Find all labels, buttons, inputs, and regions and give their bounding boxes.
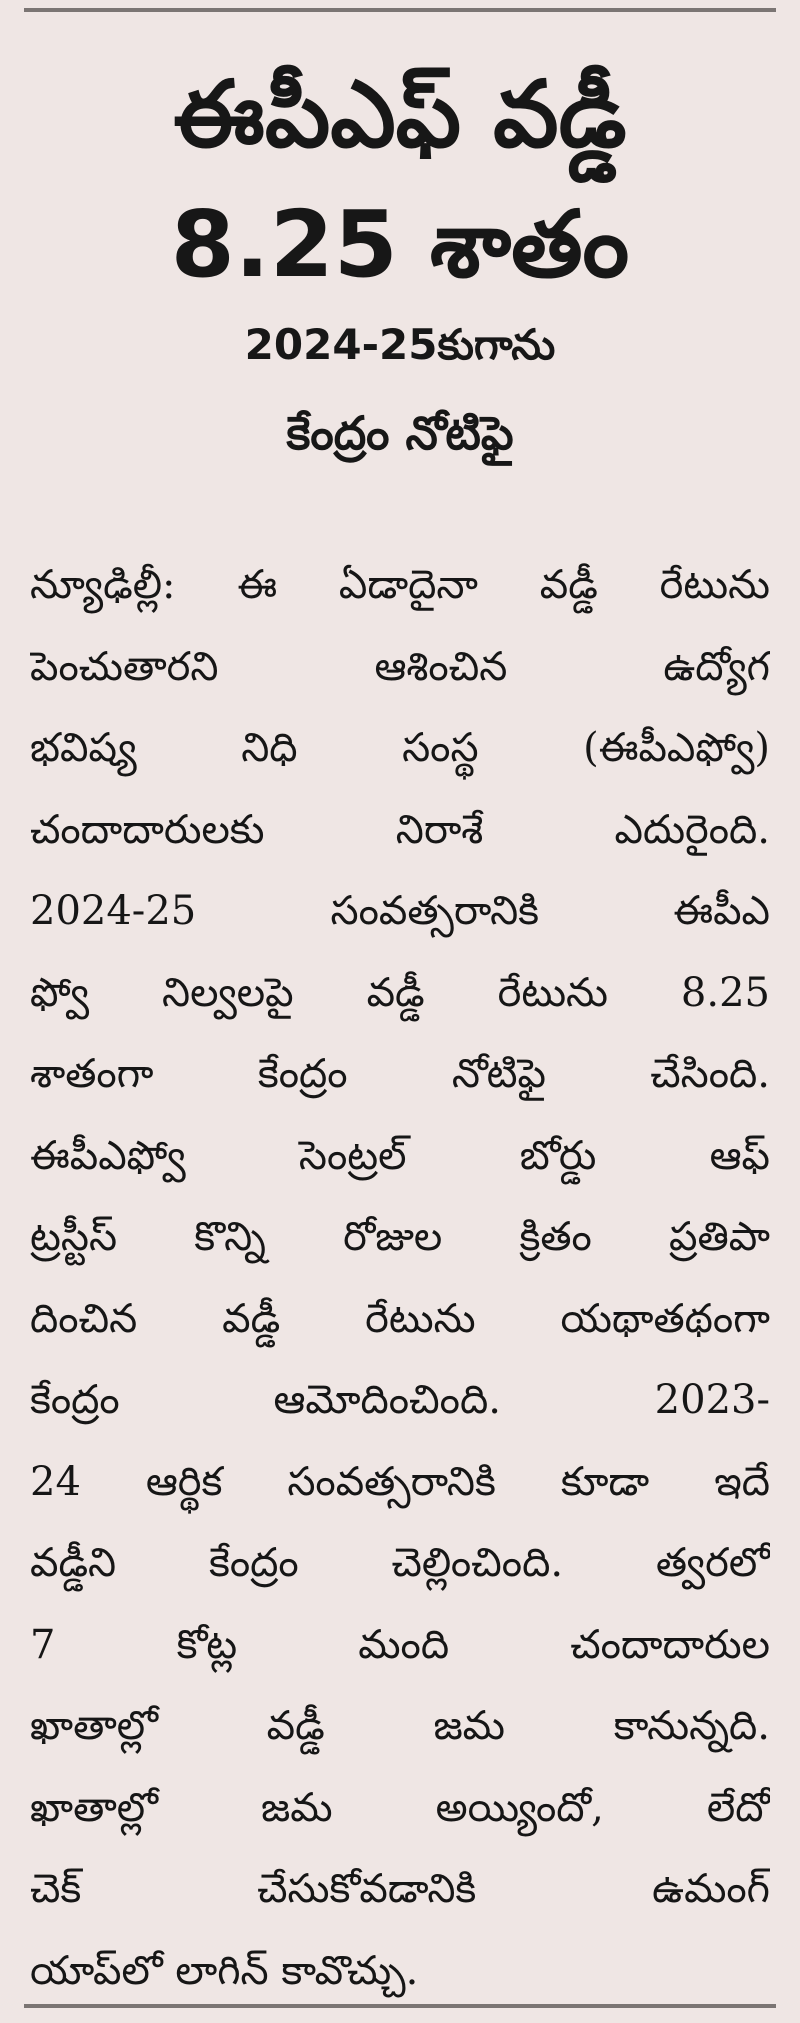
article-line-11: కేంద్రం ఆమోదించింది. 2023- bbox=[30, 1377, 770, 1423]
article-line-6: ఫ్వో నిల్వలపై వడ్డీ రేటును 8.25 bbox=[30, 969, 770, 1016]
article-line-2: పెంచుతారని ఆశించిన ఉద్యోగ bbox=[30, 643, 770, 690]
article-line-12: 24 ఆర్థిక సంవత్సరానికి కూడా ఇదే bbox=[30, 1458, 770, 1505]
subheadline-line-1: 2024-25కుగాను bbox=[244, 320, 556, 369]
article-line-9: ట్రస్టీస్ కొన్ని రోజుల క్రితం ప్రతిపా bbox=[30, 1214, 770, 1260]
article-line-7: శాతంగా కేంద్రం నోటిఫై చేసింది. bbox=[30, 1051, 770, 1097]
subheadline-line-2: కేంద్రం నోటిఫై bbox=[286, 406, 514, 460]
article-line-1: న్యూఢిల్లీ: ఈ ఏడాదైనా వడ్డీ రేటును bbox=[30, 562, 770, 608]
article-line-5: 2024-25 సంవత్సరానికి ఈపీఎ bbox=[30, 888, 770, 934]
article-line-14: 7 కోట్ల మంది చందాదారుల bbox=[30, 1621, 770, 1668]
article-line-18: యాప్‌లో లాగిన్ కావొచ్చు. bbox=[30, 1947, 419, 1994]
headline-line-1: ఈపీఎఫ్ వడ్డీ bbox=[173, 61, 627, 168]
article-line-13: వడ్డీని కేంద్రం చెల్లించింది. త్వరలో bbox=[30, 1540, 770, 1586]
headline-line-2: 8.25 శాతం bbox=[170, 191, 630, 298]
article-line-16: ఖాతాల్లో జమ అయ్యిందో, లేదో bbox=[30, 1784, 770, 1831]
bottom-divider bbox=[24, 2004, 776, 2008]
article-line-17: చెక్ చేసుకోవడానికి ఉమంగ్ bbox=[30, 1866, 770, 1912]
article-line-15: ఖాతాల్లో వడ్డీ జమ కానున్నది. bbox=[30, 1703, 770, 1749]
article-line-4: చందాదారులకు నిరాశే ఎదురైంది. bbox=[30, 806, 770, 853]
article-body bbox=[30, 545, 770, 2012]
article-line-3: భవిష్య నిధి సంస్థ (ఈపీఎఫ్వో) bbox=[30, 725, 770, 771]
top-divider bbox=[24, 8, 776, 12]
article-line-10: దించిన వడ్డీ రేటును యథాతథంగా bbox=[30, 1295, 770, 1342]
article-line-8: ఈపీఎఫ్వో సెంట్రల్ బోర్డు ఆఫ్ bbox=[30, 1132, 770, 1179]
